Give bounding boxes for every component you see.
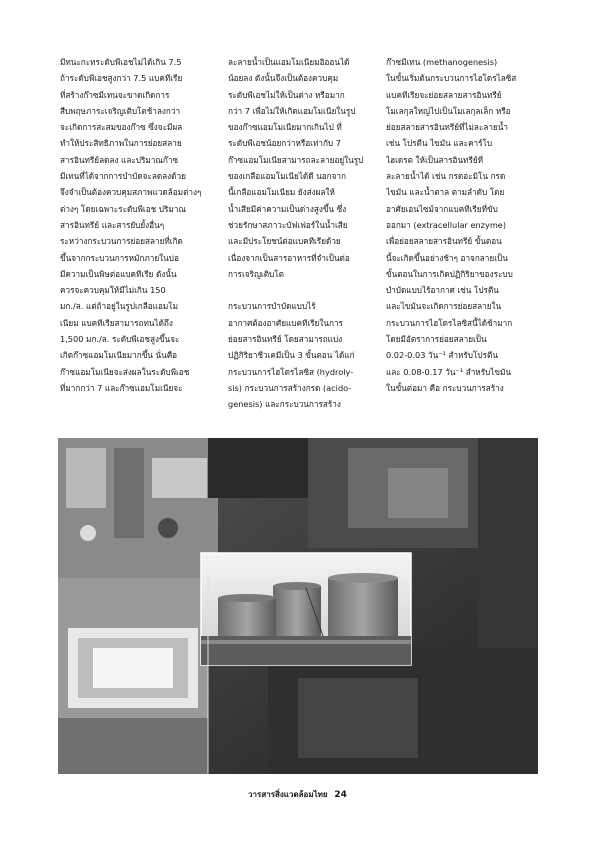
collage-image — [58, 438, 538, 774]
storage-tanks-photo — [201, 553, 411, 665]
paragraph-line: บำบัดแบบไร้อากาศ เช่น โปรตีน — [386, 285, 499, 296]
text-column-3 — [386, 54, 536, 396]
paragraph-line: ไฮเดรต ให้เป็นสารอินทรีย์ที่ — [386, 154, 484, 165]
paragraph-line: ออกมา (extracellular enzyme) — [386, 219, 507, 230]
paragraph-line: นี้เกลือแอมโมเนียม ยังส่งผลให้ — [228, 187, 335, 198]
page-number: 24 — [334, 790, 347, 800]
paragraph-line: มีความเป็นพิษต่อแบคทีเรีย ดังนั้น — [60, 268, 177, 279]
text-column-2 — [228, 54, 372, 413]
paragraph-line: กระบวนการบำบัดแบบไร้ — [228, 301, 316, 312]
paragraph-line: ขั้นตอนในการเกิดปฏิกิริยาของระบบ — [386, 268, 513, 279]
paragraph-line: และมีประโยชน์ต่อแบคทีเรียด้วย — [228, 236, 341, 247]
paragraph-line: sis) กระบวนการสร้างกรด (acido- — [228, 382, 352, 393]
paragraph-line: กระบวนการไฮโดรไลซิสนี้ได้ช้ามาก — [386, 317, 513, 328]
paragraph-line: ระหว่างกระบวนการย่อยสลายที่เกิด — [60, 236, 183, 247]
paragraph-line: genesis) และกระบวนการสร้าง — [228, 399, 341, 410]
page-footer — [0, 788, 595, 801]
paragraph-line: ขึ้นจากกระบวนการหมักภายในบ่อ — [60, 252, 179, 263]
paragraph-line: ระดับพีเอชไม่ให้เป็นด่าง หรือมาก — [228, 89, 345, 100]
paragraph-line: ปฏิกิริยาชีวเคมีเป็น 3 ขั้นตอน ได้แก่ — [228, 350, 355, 361]
paragraph-line: ของก๊าซแอมโมเนียมากเกินไป ที่ — [228, 122, 342, 133]
paragraph-line: ละลายน้ำเป็นแอมโมเนียมอิออนได้ — [228, 57, 350, 67]
paragraph-line: ไขมัน และน้ำตาล ตามลำดับ โดย — [386, 187, 505, 198]
paragraph-line: จะเกิดการสะสมของก๊าซ ซึ่งจะมีผล — [60, 122, 183, 133]
paragraph-line: โดยมีอัตราการย่อยสลายเป็น — [386, 334, 487, 345]
paragraph-line: ก๊าซแอมโมเนียจะส่งผลในระดับพีเอช — [60, 366, 190, 377]
wastewater-plant-photo-collage — [58, 438, 538, 774]
paragraph-line: ระดับพีเอชน้อยกว่าหรือเท่ากับ 7 — [228, 138, 341, 149]
paragraph-line: ควรจะควบคุมให้มีไม่เกิน 150 — [60, 285, 166, 296]
paragraph-line: แบคทีเรียจะย่อยสลายสารอินทรีย์ — [386, 89, 502, 100]
paragraph-line: ของเกลือแอมโมเนียได้ดี นอกจาก — [228, 171, 346, 182]
paragraph-line: มก./ล. แต่ถ้าอยู่ในรูปเกลือแอมโม — [60, 301, 179, 312]
paragraph-line: ช่วยรักษาสภาวะบัฟเฟอร์ในน้ำเสีย — [228, 219, 348, 230]
paragraph-line: ต่างๆ โดยเฉพาะระดับพีเอช ปริมาณ — [60, 203, 186, 214]
paragraph-line: จึงจำเป็นต้องควบคุมสภาพแวดล้อมต่างๆ — [60, 187, 202, 198]
paragraph-line: ที่สร้างก๊าซมีเทนจะขาดเกิดการ — [60, 89, 170, 100]
paragraph-line: กว่า 7 เพื่อไม่ให้เกิดแอมโมเนียในรูป — [228, 105, 356, 116]
paragraph-line: น้อยลง ดังนั้นจึงเป็นต้องควบคุม — [228, 73, 339, 84]
paragraph-line: เนียม แบคทีเรียสามารถทนได้ถึง — [60, 317, 173, 328]
paragraph-line: กระบวนการไฮโดรไลซิส (hydroly- — [228, 366, 354, 377]
paragraph-line: และไขมันจะเกิดการย่อยสลายใน — [386, 301, 502, 312]
paragraph-line: และ 0.08-0.17 วัน⁻¹ สำหรับไขมัน — [386, 366, 512, 377]
paragraph-line: ย่อยสลายสารอินทรีย์ที่ไม่ละลายน้ำ — [386, 122, 508, 133]
paragraph-line: นี้จะเกิดขึ้นอย่างช้าๆ อาจกลายเป็น — [386, 252, 508, 263]
paragraph-line: เช่น โปรตีน ไขมัน และคาร์โบ — [386, 138, 493, 149]
paragraph-line: อากาศต้องอาศัยแบคทีเรียในการ — [228, 317, 343, 328]
paragraph-line: 0.02-0.03 วัน⁻¹ สำหรับโปรตีน — [386, 350, 498, 361]
paragraph-line: สารอินทรีย์ และสารยับยั้งอื่นๆ — [60, 219, 165, 230]
paragraph-line: ทำให้ประสิทธิภาพในการย่อยสลาย — [60, 138, 182, 149]
paragraph-line — [228, 282, 372, 298]
paragraph-line: มีทนะกะทระดับพีเอชไม่ได้เกิน 7.5 — [60, 57, 182, 67]
paragraph-line: ถ้าระดับพีเอชสูงกว่า 7.5 แบคทีเรีย — [60, 73, 183, 84]
paragraph-line: เนื่องจากเป็นสารอาหารที่จำเป็นต่อ — [228, 252, 350, 263]
paragraph-line: ย่อยสารอินทรีย์ โดยสามารถแบ่ง — [228, 334, 343, 345]
paragraph-line: สารอินทรีย์ลดลง และปริมาณก๊าซ — [60, 154, 179, 165]
paragraph-line: ที่มากกว่า 7 และก๊าซแอมโมเนียจะ — [60, 382, 183, 393]
paragraph-line: ในขั้นเริ่มต้นกระบวนการไฮโดรไลซิส — [386, 73, 517, 84]
paragraph-line: ละลายน้ำได้ เช่น กรดอะมิโน กรด — [386, 171, 506, 182]
text-column-1 — [60, 54, 204, 396]
paragraph-line: 1,500 มก./ล. ระดับพีเอชสูงขึ้นจะ — [60, 334, 180, 345]
paragraph-line: น้ำเสียมีค่าความเป็นด่างสูงขึ้น ซึ่ง — [228, 203, 347, 214]
paragraph-line: อาศัยเอนไซม์จากแบคทีเรียที่ขับ — [386, 203, 498, 214]
paragraph-line: สืบพฤษภาระเจริญเติบโตช้าลงกว่า — [60, 105, 181, 116]
paragraph-line: เกิดก๊าซแอมโมเนียมากขึ้น นั่นคือ — [60, 350, 178, 361]
paragraph-line: ในขั้นต่อมา คือ กระบวนการสร้าง — [386, 382, 504, 393]
magazine-title: วารสารสิ่งแวดล้อมไทย — [248, 790, 328, 799]
paragraph-line: การเจริญเติบโต — [228, 268, 284, 279]
paragraph-line: ก๊าซมีเทน (methanogenesis) — [386, 57, 498, 67]
paragraph-line: ก๊าซแอมโมเนียสามารถละลายอยู่ในรูป — [228, 154, 364, 165]
paragraph-line: มีเทนที่ได้จากการบำบัดจะลดลงด้วย — [60, 171, 186, 182]
paragraph-line: โมเลกุลใหญ่ไปเป็นโมเลกุลเล็ก หรือ — [386, 105, 511, 116]
paragraph-line: เพื่อย่อยสลายสารอินทรีย์ ขั้นตอน — [386, 236, 502, 247]
